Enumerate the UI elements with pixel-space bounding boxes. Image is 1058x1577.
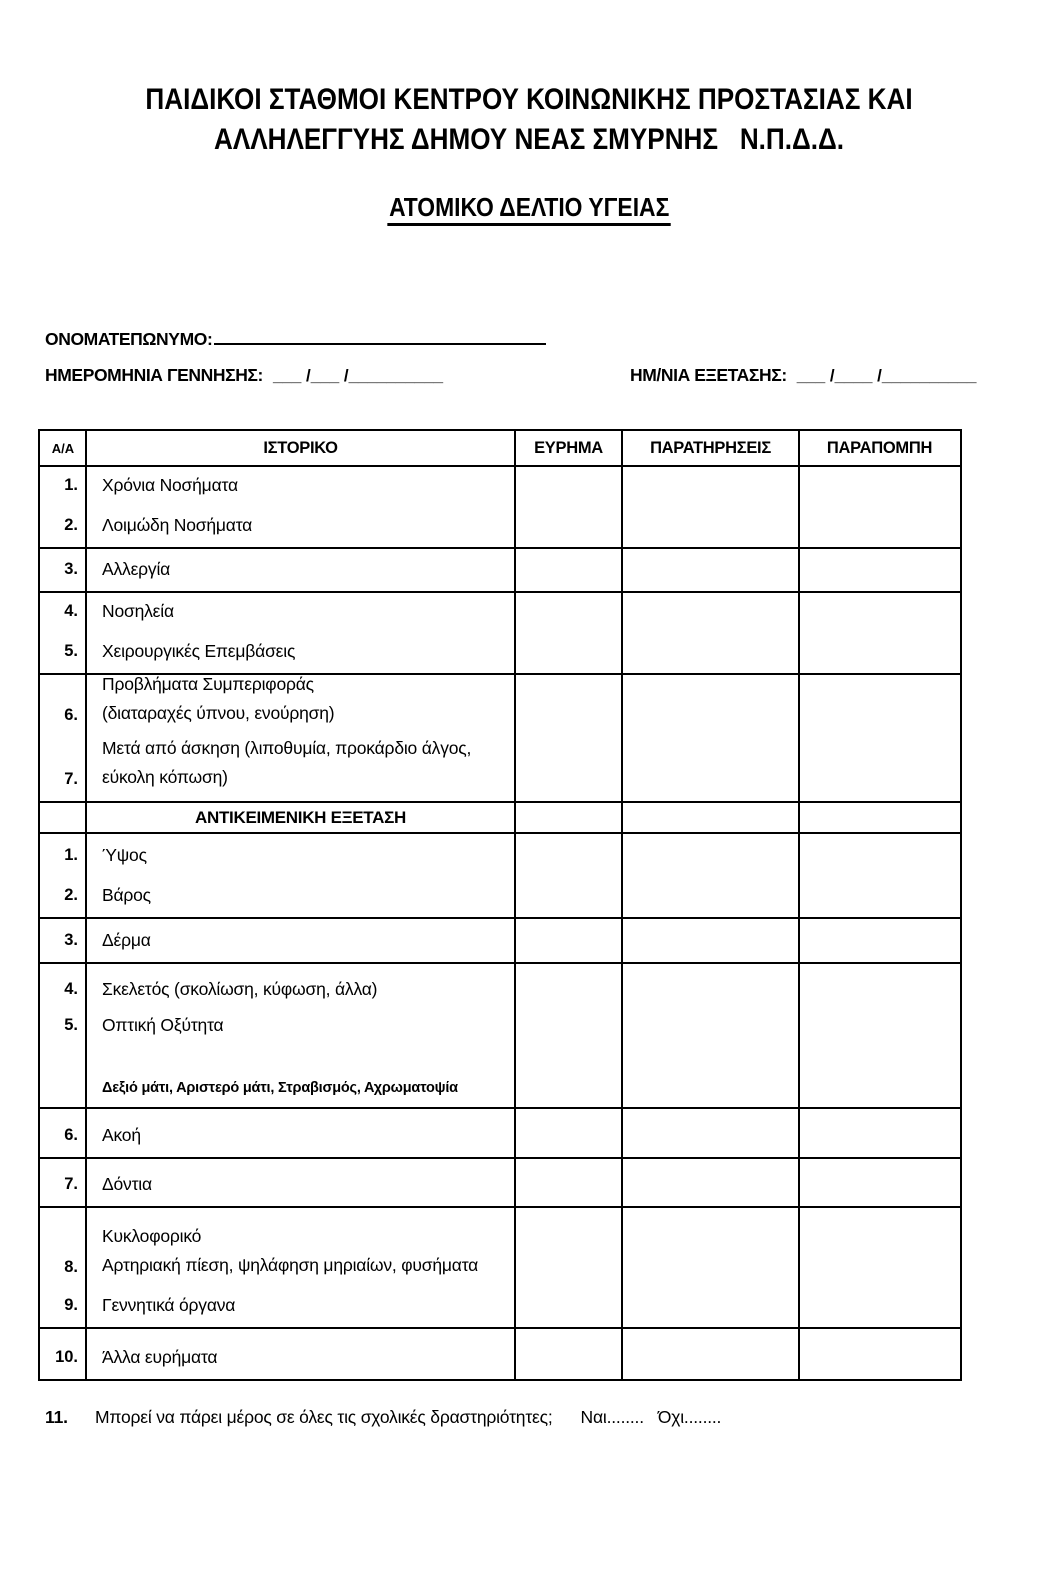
item-text: Σκελετός (σκολίωση, κύφωση, άλλα) — [102, 979, 378, 999]
item-number: 4. — [64, 602, 78, 620]
item-text: Άλλα ευρήματα — [102, 1347, 218, 1367]
list-item — [40, 1222, 960, 1280]
list-item — [40, 1122, 960, 1148]
item-number: 7. — [64, 1175, 78, 1193]
list-item — [40, 734, 960, 792]
item-number: 7. — [64, 770, 78, 788]
item-text: Ύψος — [102, 845, 147, 865]
item-number: 4. — [64, 980, 78, 998]
exam-date-label: ΗΜ/ΝΙΑ ΕΞΕΤΑΣΗΣ: — [630, 365, 787, 385]
item-text-small: Δεξιό μάτι, Αριστερό μάτι, Στραβισμός, Αχρωματοψία — [102, 1080, 458, 1096]
item-number: 3. — [64, 560, 78, 578]
question-text: Μπορεί να πάρει μέρος σε όλες τις σχολικές δραστηριότητες; — [95, 1407, 553, 1427]
item-number: 6. — [64, 1126, 78, 1144]
item-text: Νοσηλεία — [102, 601, 174, 621]
birth-date-blank[interactable]: ___ /___ /__________ — [272, 366, 444, 385]
item-text: Χρόνια Νοσήματα — [102, 475, 238, 495]
item-text: (διαταραχές ύπνου, ενούρηση) — [102, 703, 335, 723]
item-number: 9. — [64, 1296, 78, 1314]
list-item — [40, 598, 960, 624]
item-text: Οπτική Οξύτητα — [102, 1015, 224, 1035]
list-item — [40, 556, 960, 582]
question-11-row — [45, 1407, 1013, 1428]
item-text: εύκολη κόπωση) — [102, 767, 228, 787]
question-number: 11. — [45, 1407, 68, 1427]
birth-date-label: ΗΜΕΡΟΜΗΝΙΑ ΓΕΝΝΗΣΗΣ: — [45, 365, 263, 385]
table-row-history-3 — [40, 547, 960, 591]
table-row-exam-3 — [40, 917, 960, 962]
table-row-history-4-5 — [40, 591, 960, 673]
col-header-referral: ΠΑΡΑΠΟΜΠΗ — [826, 438, 933, 457]
health-table — [38, 429, 962, 1381]
list-item — [40, 927, 960, 953]
col-header-finding: ΕΥΡΗΜΑ — [534, 438, 603, 457]
name-field-line[interactable] — [214, 328, 546, 345]
item-text: Χειρουργικές Επεμβάσεις — [102, 641, 296, 661]
org-title-line2: ΑΛΛΗΛΕΓΓΥΗΣ ΔΗΜΟΥ ΝΕΑΣ ΣΜΥΡΝΗΣ Ν.Π.Δ.Δ. — [213, 123, 845, 156]
table-row-history-1-2 — [40, 465, 960, 547]
list-item — [40, 882, 960, 908]
exam-date-group — [630, 365, 976, 386]
table-row-exam-7 — [40, 1157, 960, 1206]
exam-date-blank[interactable]: ___ /____ /__________ — [796, 366, 977, 385]
item-number: 1. — [64, 846, 78, 864]
item-text: Βάρος — [102, 885, 151, 905]
list-item — [40, 1344, 960, 1370]
item-number: 1. — [64, 476, 78, 494]
list-item — [40, 472, 960, 498]
document-header — [0, 80, 1058, 160]
answer-yes-blank[interactable]: Ναι........ — [580, 1407, 644, 1427]
document-subtitle: ΑΤΟΜΙΚΟ ΔΕΛΤΙΟ ΥΓΕΙΑΣ — [387, 192, 671, 226]
item-text: Λοιμώδη Νοσήματα — [102, 515, 253, 535]
list-item — [40, 976, 960, 1002]
list-item — [40, 842, 960, 868]
item-number: 3. — [64, 931, 78, 949]
item-text: Δέρμα — [102, 930, 151, 950]
list-item — [40, 512, 960, 538]
item-text: Αρτηριακή πίεση, ψηλάφηση μηριαίων, φυσήματα — [102, 1255, 479, 1275]
section-header-row — [40, 801, 960, 832]
item-number: 5. — [64, 642, 78, 660]
table-row-exam-1-2 — [40, 832, 960, 917]
item-text: Ακοή — [102, 1125, 141, 1145]
fill-in-fields — [45, 328, 1013, 387]
item-number: 6. — [64, 706, 78, 724]
table-row-exam-6 — [40, 1107, 960, 1157]
section-header-label: ΑΝΤΙΚΕΙΜΕΝΙΚΗ ΕΞΕΤΑΣΗ — [195, 807, 406, 827]
table-row-exam-10 — [40, 1327, 960, 1379]
item-text: Αλλεργία — [102, 559, 171, 579]
item-text: Κυκλοφορικό — [102, 1226, 202, 1246]
date-fields-row — [45, 365, 1013, 387]
item-text: Προβλήματα Συμπεριφοράς — [102, 674, 314, 694]
item-number: 2. — [64, 516, 78, 534]
list-item — [40, 1171, 960, 1197]
list-item — [40, 638, 960, 664]
table-row-history-6-7 — [40, 673, 960, 801]
table-row-exam-4-5 — [40, 962, 960, 1107]
item-text: Δόντια — [102, 1174, 152, 1194]
item-number: 2. — [64, 886, 78, 904]
item-number: 10. — [55, 1348, 78, 1366]
item-text: Γεννητικά όργανα — [102, 1295, 236, 1315]
name-field-label: ΟΝΟΜΑΤΕΠΩΝΥΜΟ: — [45, 329, 213, 349]
col-header-aa: Α/Α — [51, 440, 75, 456]
col-header-observations: ΠΑΡΑΤΗΡΗΣΕΙΣ — [650, 438, 771, 457]
name-field-row — [45, 328, 1013, 350]
table-row-exam-8-9 — [40, 1206, 960, 1327]
item-text: Μετά από άσκηση (λιποθυμία, προκάρδιο άλγος, — [102, 738, 472, 758]
col-header-history: ΙΣΤΟΡΙΚΟ — [263, 438, 338, 457]
document-subtitle-wrap — [0, 192, 1058, 226]
table-header-row — [40, 431, 960, 465]
list-item — [40, 1292, 960, 1318]
list-item — [40, 1012, 960, 1038]
item-number: 8. — [64, 1258, 78, 1276]
list-item — [40, 670, 960, 728]
item-number: 5. — [64, 1016, 78, 1034]
org-title-line1: ΠΑΙΔΙΚΟΙ ΣΤΑΘΜΟΙ ΚΕΝΤΡΟΥ ΚΟΙΝΩΝΙΚΗΣ ΠΡΟΣΤΑΣΙΑΣ ΚΑΙ — [145, 83, 913, 116]
list-item — [40, 1076, 960, 1098]
answer-no-blank[interactable]: Όχι........ — [657, 1407, 722, 1427]
